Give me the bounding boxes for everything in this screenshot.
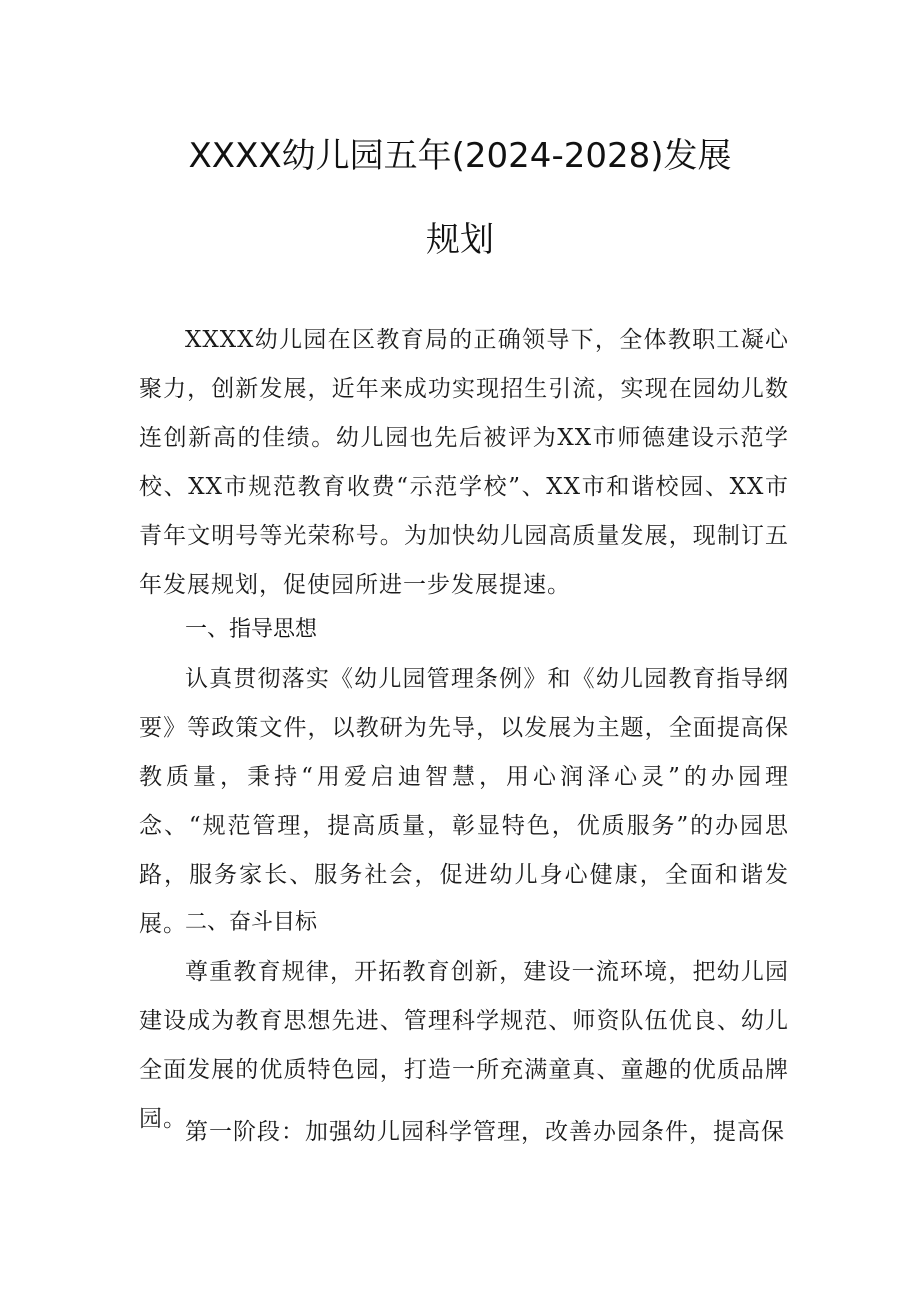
stage-one-label: 第一阶段： [185, 1119, 305, 1145]
guiding-ideology-paragraph: 认真贯彻落实《幼儿园管理条例》和《幼儿园教育指导纲要》等政策文件，以教研为先导，以发展为主题，全面提高保教质量，秉持“用爱启迪智慧，用心润泽心灵”的办园理念、“规范管理，提高质量，彰显特色，优质服务”的办园思路，服务家长、服务社会，促进幼儿身心健康，全面和谐发展。 [139, 666, 789, 937]
intro-paragraph: XXXX幼儿园在区教育局的正确领导下，全体教职工凝心聚力，创新发展，近年来成功实现招生引流，实现在园幼儿数连创新高的佳绩。幼儿园也先后被评为XX市师德建设示范学校、XX市规范教育收费“示范学校”、XX市和谐校园、XX市青年文明号等光荣称号。为加快幼儿园高质量发展，现制订五年发展规划，促使园所进一步发展提速。 [139, 327, 789, 598]
stage-one-paragraph [139, 1108, 789, 1157]
document-title-line-1: XXXX幼儿园五年(2024-2028)发展 [188, 136, 732, 176]
document-title-line-2: 规划 [426, 220, 494, 260]
section-heading-guiding-ideology: 一、指导思想 [185, 617, 318, 642]
section-heading-goals: 二、奋斗目标 [185, 910, 318, 935]
stage-one-text: 加强幼儿园科学管理，改善办园条件，提高保 [305, 1119, 785, 1145]
goals-paragraph: 尊重教育规律，开拓教育创新，建设一流环境，把幼儿园建设成为教育思想先进、管理科学规范、师资队伍优良、幼儿全面发展的优质特色园，打造一所充满童真、童趣的优质品牌园。 [139, 959, 789, 1132]
